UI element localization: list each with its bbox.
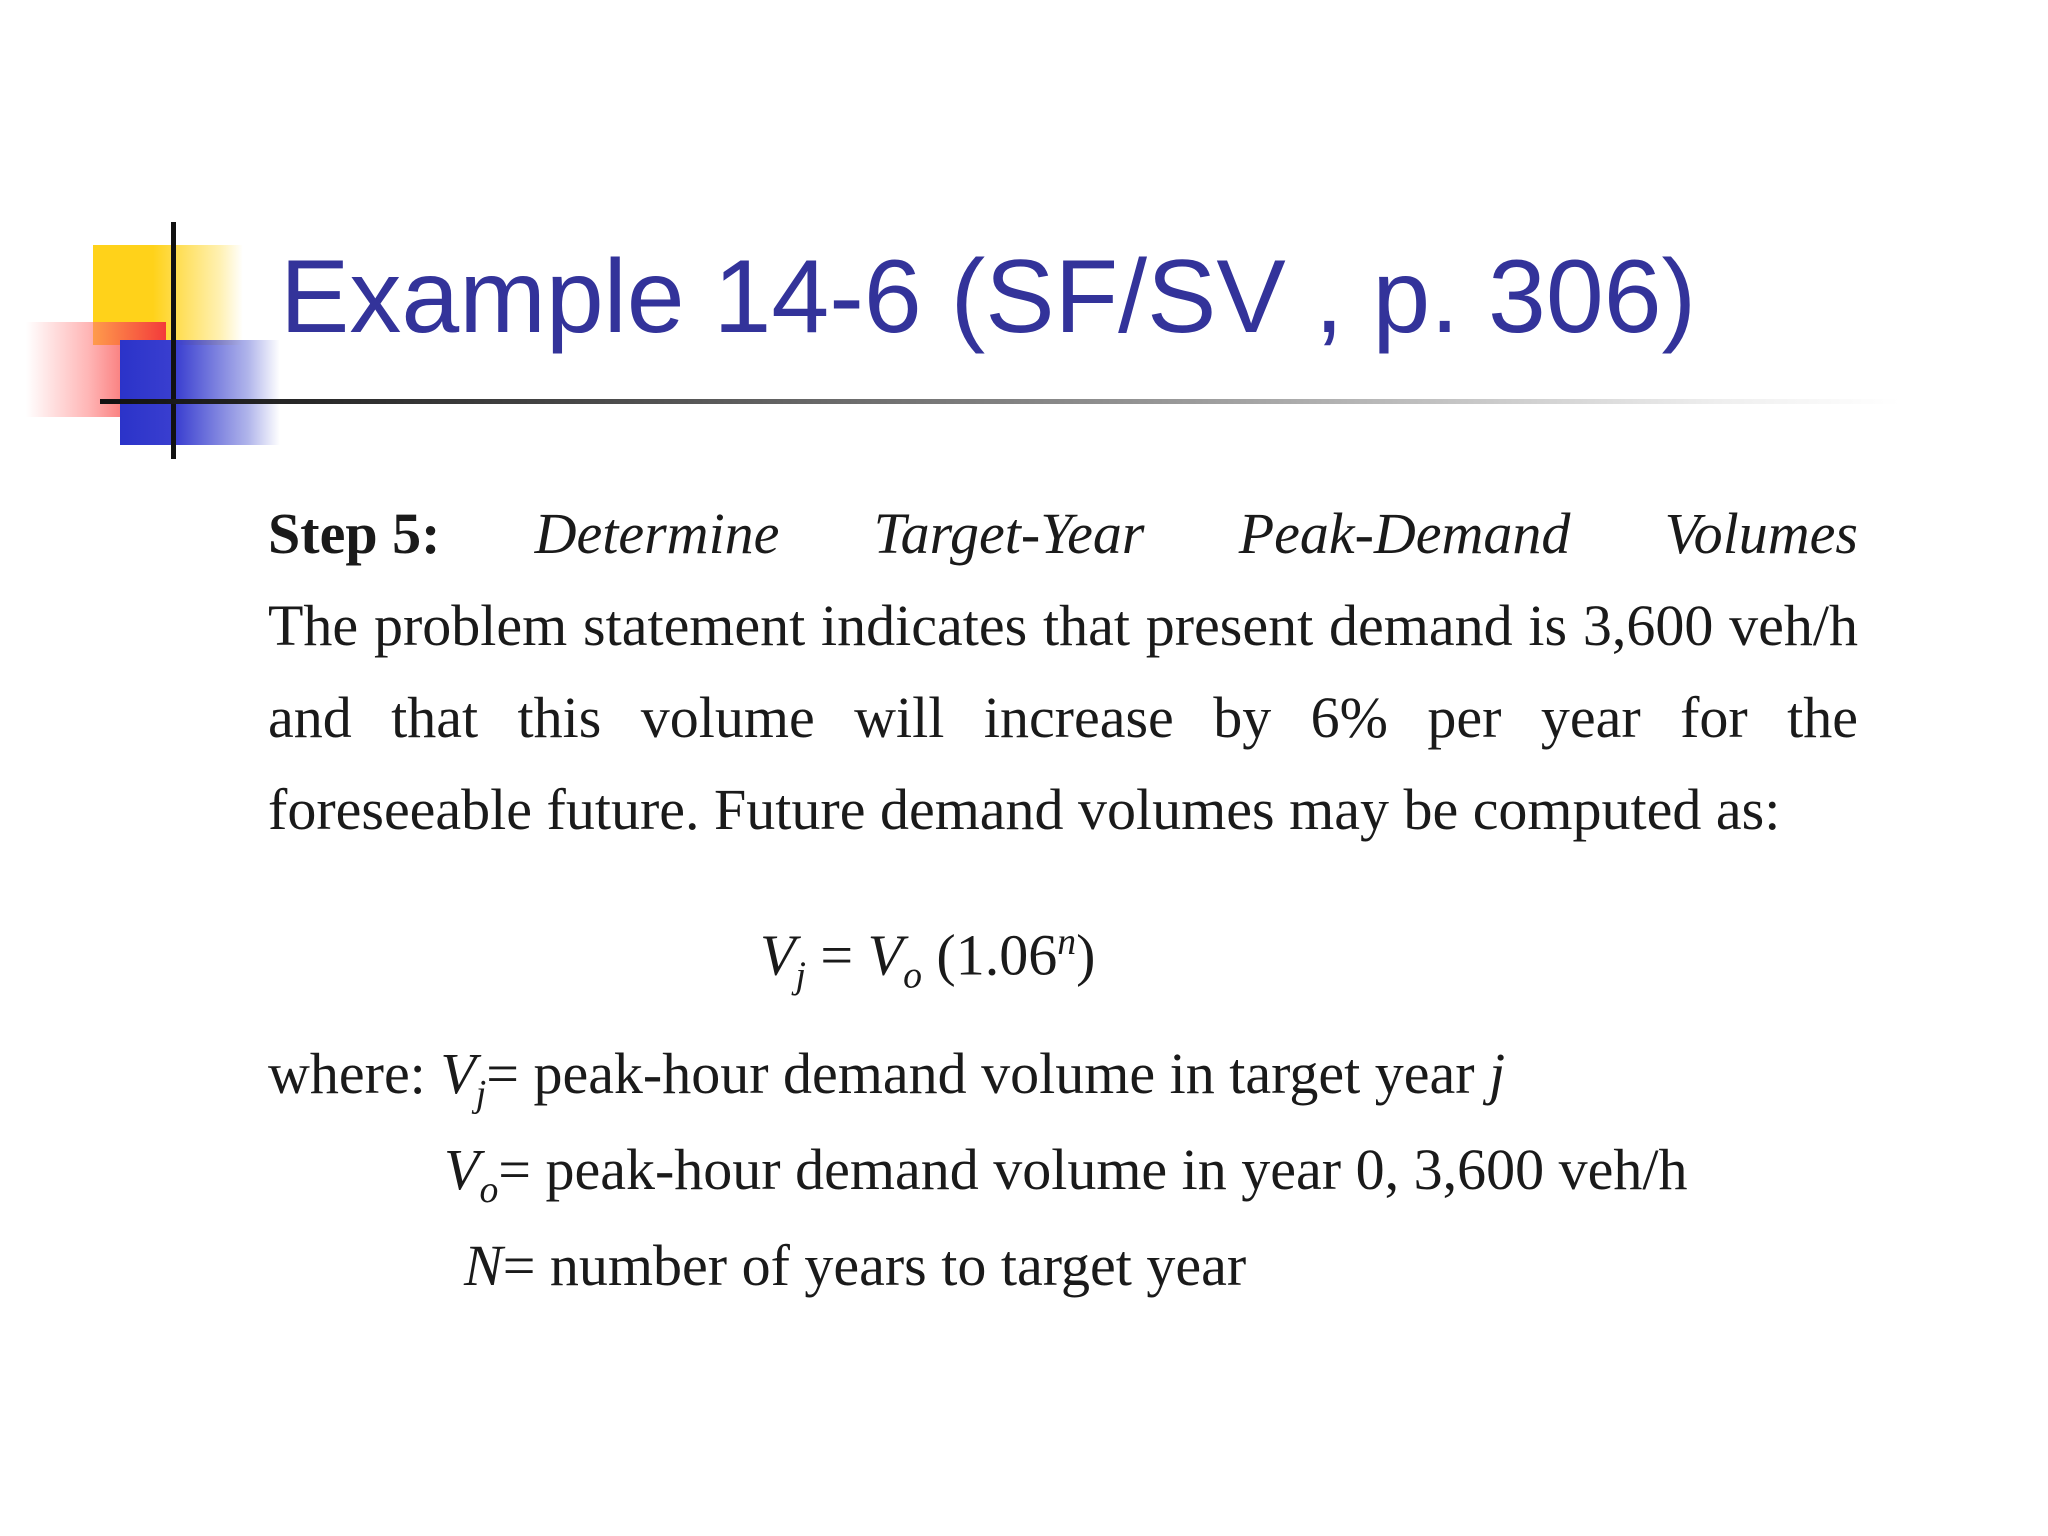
step-heading-word: Peak-Demand <box>1238 501 1571 566</box>
formula-base-close: ) <box>1076 922 1096 988</box>
title-underline <box>100 399 1900 404</box>
variable-definitions <box>268 1026 1858 1314</box>
definitions-lead: where: <box>268 1041 426 1106</box>
textbook-excerpt <box>268 488 1858 1314</box>
definition-row <box>268 1026 1858 1122</box>
logo-vertical-rule <box>171 222 176 459</box>
definition-text: = number of years to target year <box>502 1233 1247 1298</box>
step-heading-word: Determine <box>534 501 780 566</box>
formula-rhs-var: V <box>867 922 904 988</box>
definition-text: = peak-hour demand volume in target year <box>486 1041 1490 1106</box>
formula-base-open: (1.06 <box>936 922 1058 988</box>
formula-rhs-sub: o <box>903 954 922 997</box>
definition-sub: o <box>479 1169 499 1212</box>
definition-sub: j <box>475 1073 487 1116</box>
growth-formula <box>760 896 1858 1006</box>
definition-var: V <box>444 1137 480 1202</box>
step-heading <box>268 488 1858 580</box>
definition-var: N <box>464 1233 503 1298</box>
problem-paragraph: The problem statement indicates that present demand is 3,600 veh/h and that this volume will increase by 6% per year for the foreseeable future. Future demand volumes may be computed as: <box>268 593 1858 842</box>
definition-var: V <box>440 1041 476 1106</box>
formula-lhs-var: V <box>760 922 796 988</box>
definition-text: = peak-hour demand volume in year 0, 3,600 veh/h <box>498 1137 1688 1202</box>
step-heading-word: Volumes <box>1664 501 1858 566</box>
definition-row <box>268 1122 1858 1218</box>
formula-exponent: n <box>1057 921 1077 963</box>
step-heading-word: Target-Year <box>873 501 1145 566</box>
logo-blue-square <box>120 340 280 445</box>
formula-lhs-sub: j <box>795 954 806 997</box>
formula-equals: = <box>820 922 854 988</box>
definition-tail: j <box>1489 1041 1506 1106</box>
slide-title: Example 14-6 (SF/SV , p. 306) <box>280 239 1697 355</box>
definition-row <box>268 1218 1858 1314</box>
step-label: Step 5: <box>268 501 441 566</box>
